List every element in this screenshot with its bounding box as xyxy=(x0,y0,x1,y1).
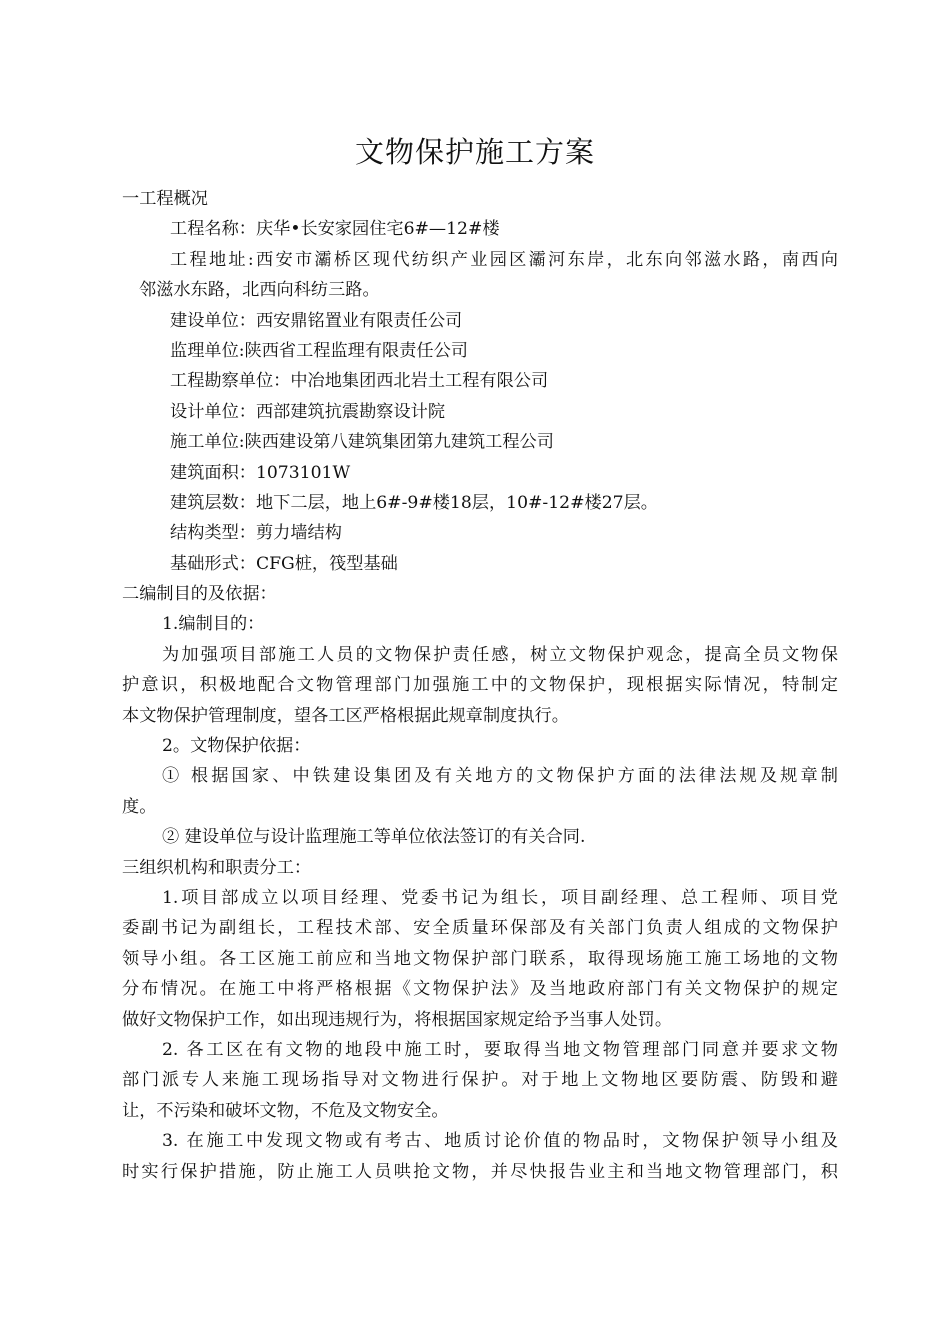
structure-type-line: 结构类型：剪力墙结构 xyxy=(170,523,342,544)
paragraph-line: 做好文物保护工作，如出现违规行为，将根据国家规定给予当事人处罚。 xyxy=(122,1009,673,1030)
survey-unit-line: 工程勘察单位：中冶地集团西北岩土工程有限公司 xyxy=(170,371,549,392)
builder-line: 建设单位：西安鼎铭置业有限责任公司 xyxy=(170,310,463,331)
document-body xyxy=(122,184,838,1187)
paragraph-line: 部门派专人来施工现场指导对文物进行保护。对于地上文物地区要防震、防毁和避 xyxy=(122,1070,838,1091)
paragraph-line: 2. 各工区在有文物的地段中施工时，要取得当地文物管理部门同意并要求文物 xyxy=(162,1039,838,1060)
paragraph-line: 领导小组。各工区施工前应和当地文物保护部门联系，取得现场施工施工场地的文物 xyxy=(122,948,838,969)
document-title: 文物保护施工方案 xyxy=(354,135,595,169)
project-name-line: 工程名称：庆华•长安家园住宅6#—12#楼 xyxy=(170,219,500,240)
section-heading: 三组织机构和职责分工： xyxy=(122,857,312,878)
paragraph-line: 本文物保护管理制度，望各工区严格根据此规章制度执行。 xyxy=(122,705,569,726)
paragraph-line: 时实行保护措施，防止施工人员哄抢文物，并尽快报告业主和当地文物管理部门，积 xyxy=(122,1161,838,1182)
paragraph-line: 委副书记为副组长，工程技术部、安全质量环保部及有关部门负责人组成的文物保护 xyxy=(122,918,838,939)
list-item-line: ② 建设单位与设计监理施工等单位依法签订的有关合同. xyxy=(162,827,586,848)
paragraph-line: 为加强项目部施工人员的文物保护责任感，树立文物保护观念，提高全员文物保 xyxy=(162,644,838,665)
paragraph-line: 1.项目部成立以项目经理、党委书记为组长，项目副经理、总工程师、项目党 xyxy=(162,887,838,908)
project-address-line: 工程地址:西安市灞桥区现代纺织产业园区灞河东岸，北东向邻滋水路，南西向 xyxy=(170,249,838,270)
supervisor-line: 监理单位:陕西省工程监理有限责任公司 xyxy=(170,340,468,361)
paragraph-line: 分布情况。在施工中将严格根据《文物保护法》及当地政府部门有关文物保护的规定 xyxy=(122,979,838,1000)
design-unit-line: 设计单位：西部建筑抗震勘察设计院 xyxy=(170,401,446,422)
construction-unit-line: 施工单位:陕西建设第八建筑集团第九建筑工程公司 xyxy=(170,432,554,453)
list-item-line: ① 根据国家、中铁建设集团及有关地方的文物保护方面的法律法规及规章制 xyxy=(162,766,838,787)
paragraph-line: 让，不污染和破坏文物，不危及文物安全。 xyxy=(122,1100,449,1121)
subsection-heading: 2。文物保护依据： xyxy=(162,736,311,757)
paragraph-line: 3. 在施工中发现文物或有考古、地质讨论价值的物品时，文物保护领导小组及 xyxy=(162,1131,838,1152)
section-heading: 二编制目的及依据： xyxy=(122,584,277,605)
foundation-type-line: 基础形式：CFG桩，筏型基础 xyxy=(170,553,398,574)
subsection-heading: 1.编制目的： xyxy=(162,614,265,635)
section-heading: 一工程概况 xyxy=(122,189,208,209)
list-item-continuation: 度。 xyxy=(122,796,157,817)
floor-area-line: 建筑面积：1073101W xyxy=(170,462,351,483)
project-address-continuation: 邻滋水东路，北西向科纺三路。 xyxy=(139,280,380,301)
floor-count-line: 建筑层数：地下二层，地上6#-9#楼18层，10#-12#楼27层。 xyxy=(170,492,658,513)
paragraph-line: 护意识，积极地配合文物管理部门加强施工中的文物保护，现根据实际情况，特制定 xyxy=(122,675,838,696)
